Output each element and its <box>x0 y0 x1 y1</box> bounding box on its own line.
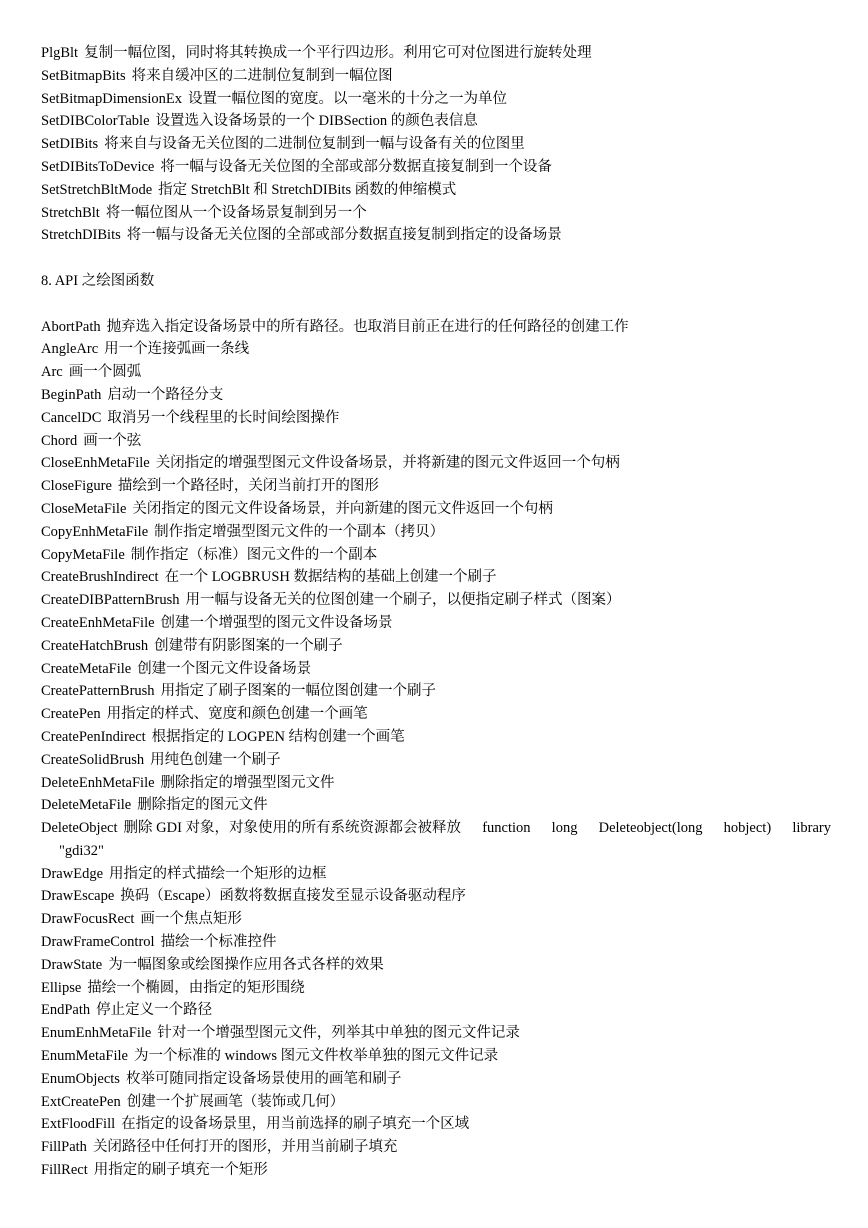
function-description: 针对一个增强型图元文件，列举其中单独的图元文件记录 <box>157 1025 520 1042</box>
function-name: Ellipse <box>41 979 82 996</box>
list-item <box>41 612 831 635</box>
function-name: FillRect <box>41 1162 88 1179</box>
function-description: 换码（Escape）函数将数据直接发至显示设备驱动程序 <box>120 888 466 905</box>
function-name: Chord <box>41 432 78 449</box>
list-item <box>41 658 831 681</box>
list-item <box>41 179 831 202</box>
function-name: CloseMetaFile <box>41 500 127 517</box>
function-description: 关闭指定的图元文件设备场景，并向新建的图元文件返回一个句柄 <box>132 500 553 517</box>
function-description: 用指定的样式、宽度和颜色创建一个画笔 <box>106 706 368 723</box>
function-description: 关闭指定的增强型图元文件设备场景，并将新建的图元文件返回一个句柄 <box>155 455 620 472</box>
list-item <box>41 1113 831 1136</box>
list-item <box>41 316 831 339</box>
function-name: DrawFrameControl <box>41 934 155 951</box>
code-word: long <box>551 820 578 837</box>
function-name: AngleArc <box>41 341 99 358</box>
function-description: 停止定义一个路径 <box>96 1002 213 1019</box>
list-item <box>41 703 831 726</box>
function-description: 制作指定增强型图元文件的一个副本（拷贝） <box>154 523 445 540</box>
list-item <box>41 475 831 498</box>
function-name: SetDIBColorTable <box>41 113 150 130</box>
function-description: 启动一个路径分支 <box>107 386 224 403</box>
function-description: 创建一个图元文件设备场景 <box>137 660 312 677</box>
function-description: 关闭路径中任何打开的图形，并用当前刷子填充 <box>92 1139 398 1156</box>
function-name: DrawEdge <box>41 865 104 882</box>
function-description: 用指定的刷子填充一个矩形 <box>93 1162 268 1179</box>
blank-line <box>41 293 831 316</box>
code-word: hobject) <box>723 820 772 837</box>
list-item <box>41 977 831 1000</box>
list-item <box>41 1136 831 1159</box>
function-description: 用指定了刷子图案的一幅位图创建一个刷子 <box>160 683 437 700</box>
list-item <box>41 544 831 567</box>
function-description: 删除指定的增强型图元文件 <box>160 774 335 791</box>
function-description: 将一幅与设备无关位图的全部或部分数据直接复制到一个设备 <box>160 158 552 175</box>
list-item <box>41 224 831 247</box>
list-item <box>41 65 831 88</box>
list-item <box>41 635 831 658</box>
function-name: AbortPath <box>41 318 101 335</box>
document-page <box>41 42 831 1182</box>
function-name: CopyMetaFile <box>41 546 125 563</box>
function-description: 用一个连接弧画一条线 <box>104 341 250 358</box>
function-name: CreateHatchBrush <box>41 637 149 654</box>
function-name: ExtFloodFill <box>41 1116 116 1133</box>
function-description: 画一个弦 <box>83 432 142 449</box>
code-word: function <box>482 820 531 837</box>
list-item <box>41 407 831 430</box>
list-item <box>41 88 831 111</box>
function-description: 描绘一个椭圆，由指定的矩形围绕 <box>87 979 305 996</box>
list-item <box>41 338 831 361</box>
list-item <box>41 794 831 817</box>
function-name: EnumMetaFile <box>41 1048 128 1065</box>
function-description: 为一个标准的 windows 图元文件枚举单独的图元文件记录 <box>134 1048 499 1065</box>
function-description: 为一幅图象或绘图操作应用各式各样的效果 <box>108 956 384 973</box>
function-description: 在一个 LOGBRUSH 数据结构的基础上创建一个刷子 <box>164 569 497 586</box>
function-description: 在指定的设备场景里，用当前选择的刷子填充一个区域 <box>121 1116 470 1133</box>
list-item <box>41 726 831 749</box>
function-name: BeginPath <box>41 386 102 403</box>
function-name: StretchDIBits <box>41 227 121 244</box>
function-description: 创建一个扩展画笔（装饰或几何） <box>126 1093 345 1110</box>
function-description: 删除指定的图元文件 <box>137 797 268 814</box>
function-description: 用一幅与设备无关的位图创建一个刷子，以便指定刷子样式（图案） <box>185 592 621 609</box>
function-description: 用指定的样式描绘一个矩形的边框 <box>109 865 327 882</box>
function-name: CreatePenIndirect <box>41 728 146 745</box>
function-name: EnumEnhMetaFile <box>41 1025 152 1042</box>
list-item <box>41 863 831 886</box>
list-item <box>41 110 831 133</box>
code-word: Deleteobject(long <box>598 820 703 837</box>
list-item <box>41 42 831 65</box>
function-name: CreateEnhMetaFile <box>41 614 155 631</box>
function-description: 制作指定（标准）图元文件的一个副本 <box>130 546 378 563</box>
function-name: CancelDC <box>41 409 102 426</box>
function-name: CreateBrushIndirect <box>41 569 159 586</box>
function-description: 将一幅位图从一个设备场景复制到另一个 <box>105 204 367 221</box>
function-name: DrawState <box>41 956 103 973</box>
function-name: SetDIBits <box>41 136 99 153</box>
list-item <box>41 452 831 475</box>
function-name: SetStretchBltMode <box>41 181 153 198</box>
function-description: 创建带有阴影图案的一个刷子 <box>154 637 343 654</box>
list-item <box>41 566 831 589</box>
function-name: ExtCreatePen <box>41 1093 121 1110</box>
list-item <box>41 999 831 1022</box>
list-item <box>41 885 831 908</box>
function-name: CreateDIBPatternBrush <box>41 592 180 609</box>
function-name: FillPath <box>41 1139 87 1156</box>
list-item <box>41 521 831 544</box>
list-item <box>41 908 831 931</box>
list-item <box>41 1091 831 1114</box>
function-name: CloseFigure <box>41 478 112 495</box>
function-description: 将来自与设备无关位图的二进制位复制到一幅与设备有关的位图里 <box>104 136 525 153</box>
function-description: 设置选入设备场景的一个 DIBSection 的颜色表信息 <box>155 113 478 130</box>
list-item <box>41 954 831 977</box>
function-name: CreatePen <box>41 706 101 723</box>
function-name: EnumObjects <box>41 1070 120 1087</box>
list-item <box>41 749 831 772</box>
list-item <box>41 772 831 795</box>
function-name: Arc <box>41 364 63 381</box>
list-item <box>41 1068 831 1091</box>
function-description: 将一幅与设备无关位图的全部或部分数据直接复制到指定的设备场景 <box>126 227 562 244</box>
function-name: DeleteMetaFile <box>41 797 132 814</box>
function-name: DrawFocusRect <box>41 911 135 928</box>
function-description: 抛弃选入指定设备场景中的所有路径。也取消目前正在进行的任何路径的创建工作 <box>106 318 629 335</box>
function-name: CloseEnhMetaFile <box>41 455 150 472</box>
function-name: CreateSolidBrush <box>41 751 145 768</box>
function-name: DeleteObject <box>41 820 118 837</box>
function-description: 设置一幅位图的宽度。以一毫米的十分之一为单位 <box>187 90 507 107</box>
list-item <box>41 133 831 156</box>
function-description: 删除 GDI 对象，对象使用的所有系统资源都会被释放 <box>123 820 462 837</box>
function-description: 画一个焦点矩形 <box>140 911 242 928</box>
function-description: 指定 StretchBlt 和 StretchDIBits 函数的伸缩模式 <box>158 181 457 198</box>
function-name: SetDIBitsToDevice <box>41 158 155 175</box>
list-item-deleteobject <box>41 817 831 840</box>
list-item <box>41 1159 831 1182</box>
function-name: CreateMetaFile <box>41 660 132 677</box>
list-item <box>41 680 831 703</box>
function-description: 枚举可随同指定设备场景使用的画笔和刷子 <box>125 1070 402 1087</box>
section-heading: 8. API 之绘图函数 <box>41 272 155 289</box>
deleteobject-main <box>41 817 461 840</box>
function-description: 将来自缓冲区的二进制位复制到一幅位图 <box>131 67 393 84</box>
list-item <box>41 361 831 384</box>
list-item <box>41 1045 831 1068</box>
function-name: SetBitmapDimensionEx <box>41 90 182 107</box>
function-name: CreatePatternBrush <box>41 683 155 700</box>
function-name: DrawEscape <box>41 888 115 905</box>
list-item <box>41 202 831 225</box>
function-description: 取消另一个线程里的长时间绘图操作 <box>107 409 340 426</box>
function-description: 根据指定的 LOGPEN 结构创建一个画笔 <box>151 728 405 745</box>
function-description: 描绘到一个路径时，关闭当前打开的图形 <box>117 478 379 495</box>
list-item <box>41 156 831 179</box>
list-item <box>41 931 831 954</box>
function-description: 描绘一个标准控件 <box>160 934 277 951</box>
function-description: 画一个圆弧 <box>68 364 142 381</box>
list-item <box>41 1022 831 1045</box>
list-item <box>41 589 831 612</box>
function-description: 创建一个增强型的图元文件设备场景 <box>160 614 393 631</box>
function-name: CopyEnhMetaFile <box>41 523 149 540</box>
function-name: PlgBlt <box>41 45 79 61</box>
list-item-continuation: "gdi32" <box>59 842 104 859</box>
list-item <box>41 498 831 521</box>
function-name: DeleteEnhMetaFile <box>41 774 155 791</box>
blank-line <box>41 247 831 270</box>
function-name: EndPath <box>41 1002 91 1019</box>
list-item <box>41 384 831 407</box>
list-item <box>41 430 831 453</box>
bitmap-function-list <box>41 42 831 247</box>
function-description: 复制一幅位图，同时将其转换成一个平行四边形。利用它可对位图进行旋转处理 <box>84 45 592 61</box>
drawing-function-list <box>41 316 831 1182</box>
code-word: library <box>792 820 831 837</box>
function-name: StretchBlt <box>41 204 100 221</box>
function-name: SetBitmapBits <box>41 67 126 84</box>
function-description: 用纯色创建一个刷子 <box>150 751 281 768</box>
